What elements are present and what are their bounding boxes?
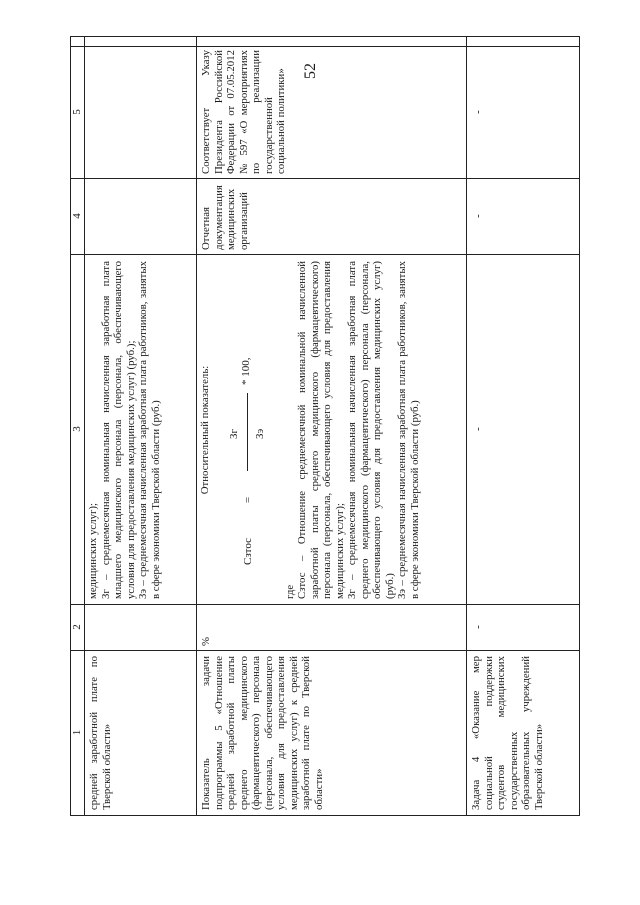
task4-formula: - [472,427,484,431]
header-cell-3: 3 [71,426,83,432]
continued-indicator-name: средней заработной плате по Тверской области» [88,656,113,810]
task4-name: Задача 4 «Оказание мер социальной поддержки студентов медицинских государственных образовательных учреждений Тверской области» [470,656,545,810]
formula-tail: * 100, [239,357,252,385]
task4-basis: - [472,110,484,114]
indicator-source: Отчетная документация медицинских организаций [200,185,250,250]
formula-intro: Относительный показатель: [199,365,211,495]
formula-denominator: Зэ [253,428,266,439]
indicator-basis: Соответствует Указу Президента Российской Федерации от 07.05.2012 № 597 «О мероприятиях по реализации государственной социальной политики» [200,50,287,174]
task4-source: - [472,214,484,218]
formula-eq: = [241,496,254,503]
page-number: 52 [302,63,319,79]
header-cell-1: 1 [71,729,83,736]
formula [218,261,280,599]
header-cell-4: 4 [71,213,83,219]
fraction-bar [247,393,248,471]
indicator-unit: % [200,637,212,646]
task4-unit: - [472,625,484,629]
header-cell-2: 2 [71,624,83,630]
indicator-formula-description: Относительный показатель: Сзтос = Зг Зэ * 100, где Сзтос – Отношение среднемесячной номинальной начисленной заработной платы среднего медицинского (фармацевтического) персонала (персонала, обеспечивающего условия для предоставления медицинских услуг); Зг – среднемесячная номинальная начисленная заработная плата среднего медицинского (фармацевтического) персонала (персонала, обеспечивающего условия для предоставления медицинских услуг) (руб.) Зэ – среднемесячная начисленная заработная плата работников, занятых в сфере экономики Тверской области (руб.) [199,261,421,599]
formula-numerator: Зг [227,428,240,439]
formula-lhs: Сзтос [241,537,254,565]
continued-formula-description: медицинских услуг); Зг – среднемесячная номинальная начисленная заработная плата младшего медицинского персонала (персонала, обеспечивающего условия для предоставления медицинских услуг) (руб.); Зэ – среднемесячная начисленная заработная плата работников, занятых в сфере экономики Тверской области (руб.) [87,261,162,599]
indicator-table [70,36,580,816]
indicator-name: Показатель задачи подпрограммы 5 «Отношение средней заработной платы среднего медицинского (фармацевтического) персонала (персонала, обеспечивающего условия для предоставления медицинских услуг) к средней заработной плате по Тверской области» [200,656,325,810]
header-cell-5: 5 [71,109,83,115]
